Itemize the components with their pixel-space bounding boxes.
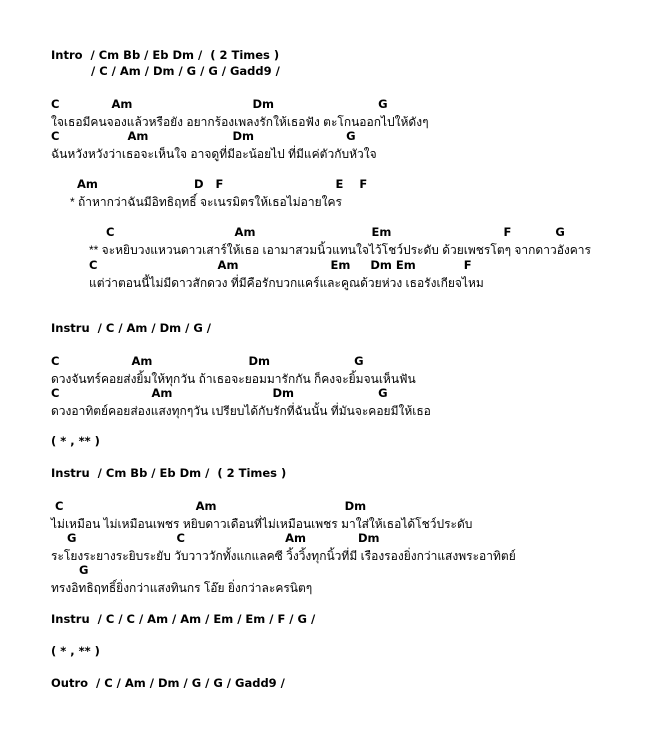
chord-line: G C Am Dm — [51, 531, 380, 545]
chord-line: G — [51, 563, 89, 577]
intro-line-2: / C / Am / Dm / G / G / Gadd9 / — [91, 64, 280, 78]
intro-line-1: Intro / Cm Bb / Eb Dm / ( 2 Times ) — [51, 48, 280, 62]
lyric-line: ดวงอาทิตย์คอยส่องแสงทุกๆวัน เปรียบได้กับรักที่ฉันนั้น ที่มันจะคอยมีให้เธอ — [51, 404, 431, 418]
chord-line: C Am Em Dm Em F — [89, 258, 472, 272]
lyric-line: ทรงอิทธิฤทธิ์ยิ่งกว่าแสงทินกร โอ๊ย ยิ่งกว่าละครนิตๆ — [51, 581, 313, 595]
chord-line: Am D F E F — [77, 177, 368, 191]
chord-line: C Am Em F G — [106, 225, 565, 239]
lyric-line: ระโยงระยางระยิบระยับ วับวาววักทั้งแกแลคซี วิ้งวิ้งทุกนิ้วที่มี เรืองรองยิ่งกว่าแสงพระอาทิตย์ — [51, 549, 516, 563]
repeat-marker: ( * , ** ) — [51, 434, 100, 448]
chord-line: C Am Dm G — [51, 354, 364, 368]
chord-line: C Am Dm G — [51, 386, 388, 400]
chord-line: C Am Dm G — [51, 129, 356, 143]
instrumental-line: Instru / Cm Bb / Eb Dm / ( 2 Times ) — [51, 466, 287, 480]
lyric-line: ใจเธอมีคนจองแล้วหรือยัง อยากร้องเพลงรักให้เธอฟัง ตะโกนออกไปให้ดังๆ — [51, 115, 429, 129]
instrumental-line: Instru / C / C / Am / Am / Em / Em / F / G / — [51, 612, 316, 626]
lyric-line: ไม่เหมือน ไม่เหมือนเพชร หยิบดาวเดือนที่ไม่เหมือนเพชร มาใส่ให้เธอได้โชว์ประดับ — [51, 517, 473, 531]
outro-line: Outro / C / Am / Dm / G / G / Gadd9 / — [51, 676, 285, 690]
lyric-line: * ถ้าหากว่าฉันมีอิทธิฤทธิ์ จะเนรมิตรให้เธอไม่อายใคร — [70, 195, 342, 209]
lyric-line: ** จะหยิบวงแหวนดาวเสาร์ให้เธอ เอามาสวมนิ้วแทนใจไว้โชว์ประดับ ด้วยเพชรโตๆ จากดาวอังคาร — [89, 243, 591, 257]
chord-line: C Am Dm — [51, 499, 367, 513]
chord-line: C Am Dm G — [51, 97, 388, 111]
lyric-line: ดวงจันทร์คอยส่งยิ้มให้ทุกวัน ถ้าเธอจะยอมมารักกัน ก็คงจะยิ้มจนเห็นฟัน — [51, 372, 416, 386]
lyric-line: แต่ว่าตอนนี้ไม่มีดาวสักดวง ที่มีคือรักบวกแคร์และคูณด้วยห่วง เธอรังเกียจไหม — [89, 276, 484, 290]
repeat-marker: ( * , ** ) — [51, 644, 100, 658]
instrumental-line: Instru / C / Am / Dm / G / — [51, 321, 211, 335]
lyric-line: ฉันหวังหวังว่าเธอจะเห็นใจ อาจดูที่มีอะน้อยไป ที่มีแค่ตัวกับหัวใจ — [51, 147, 377, 161]
